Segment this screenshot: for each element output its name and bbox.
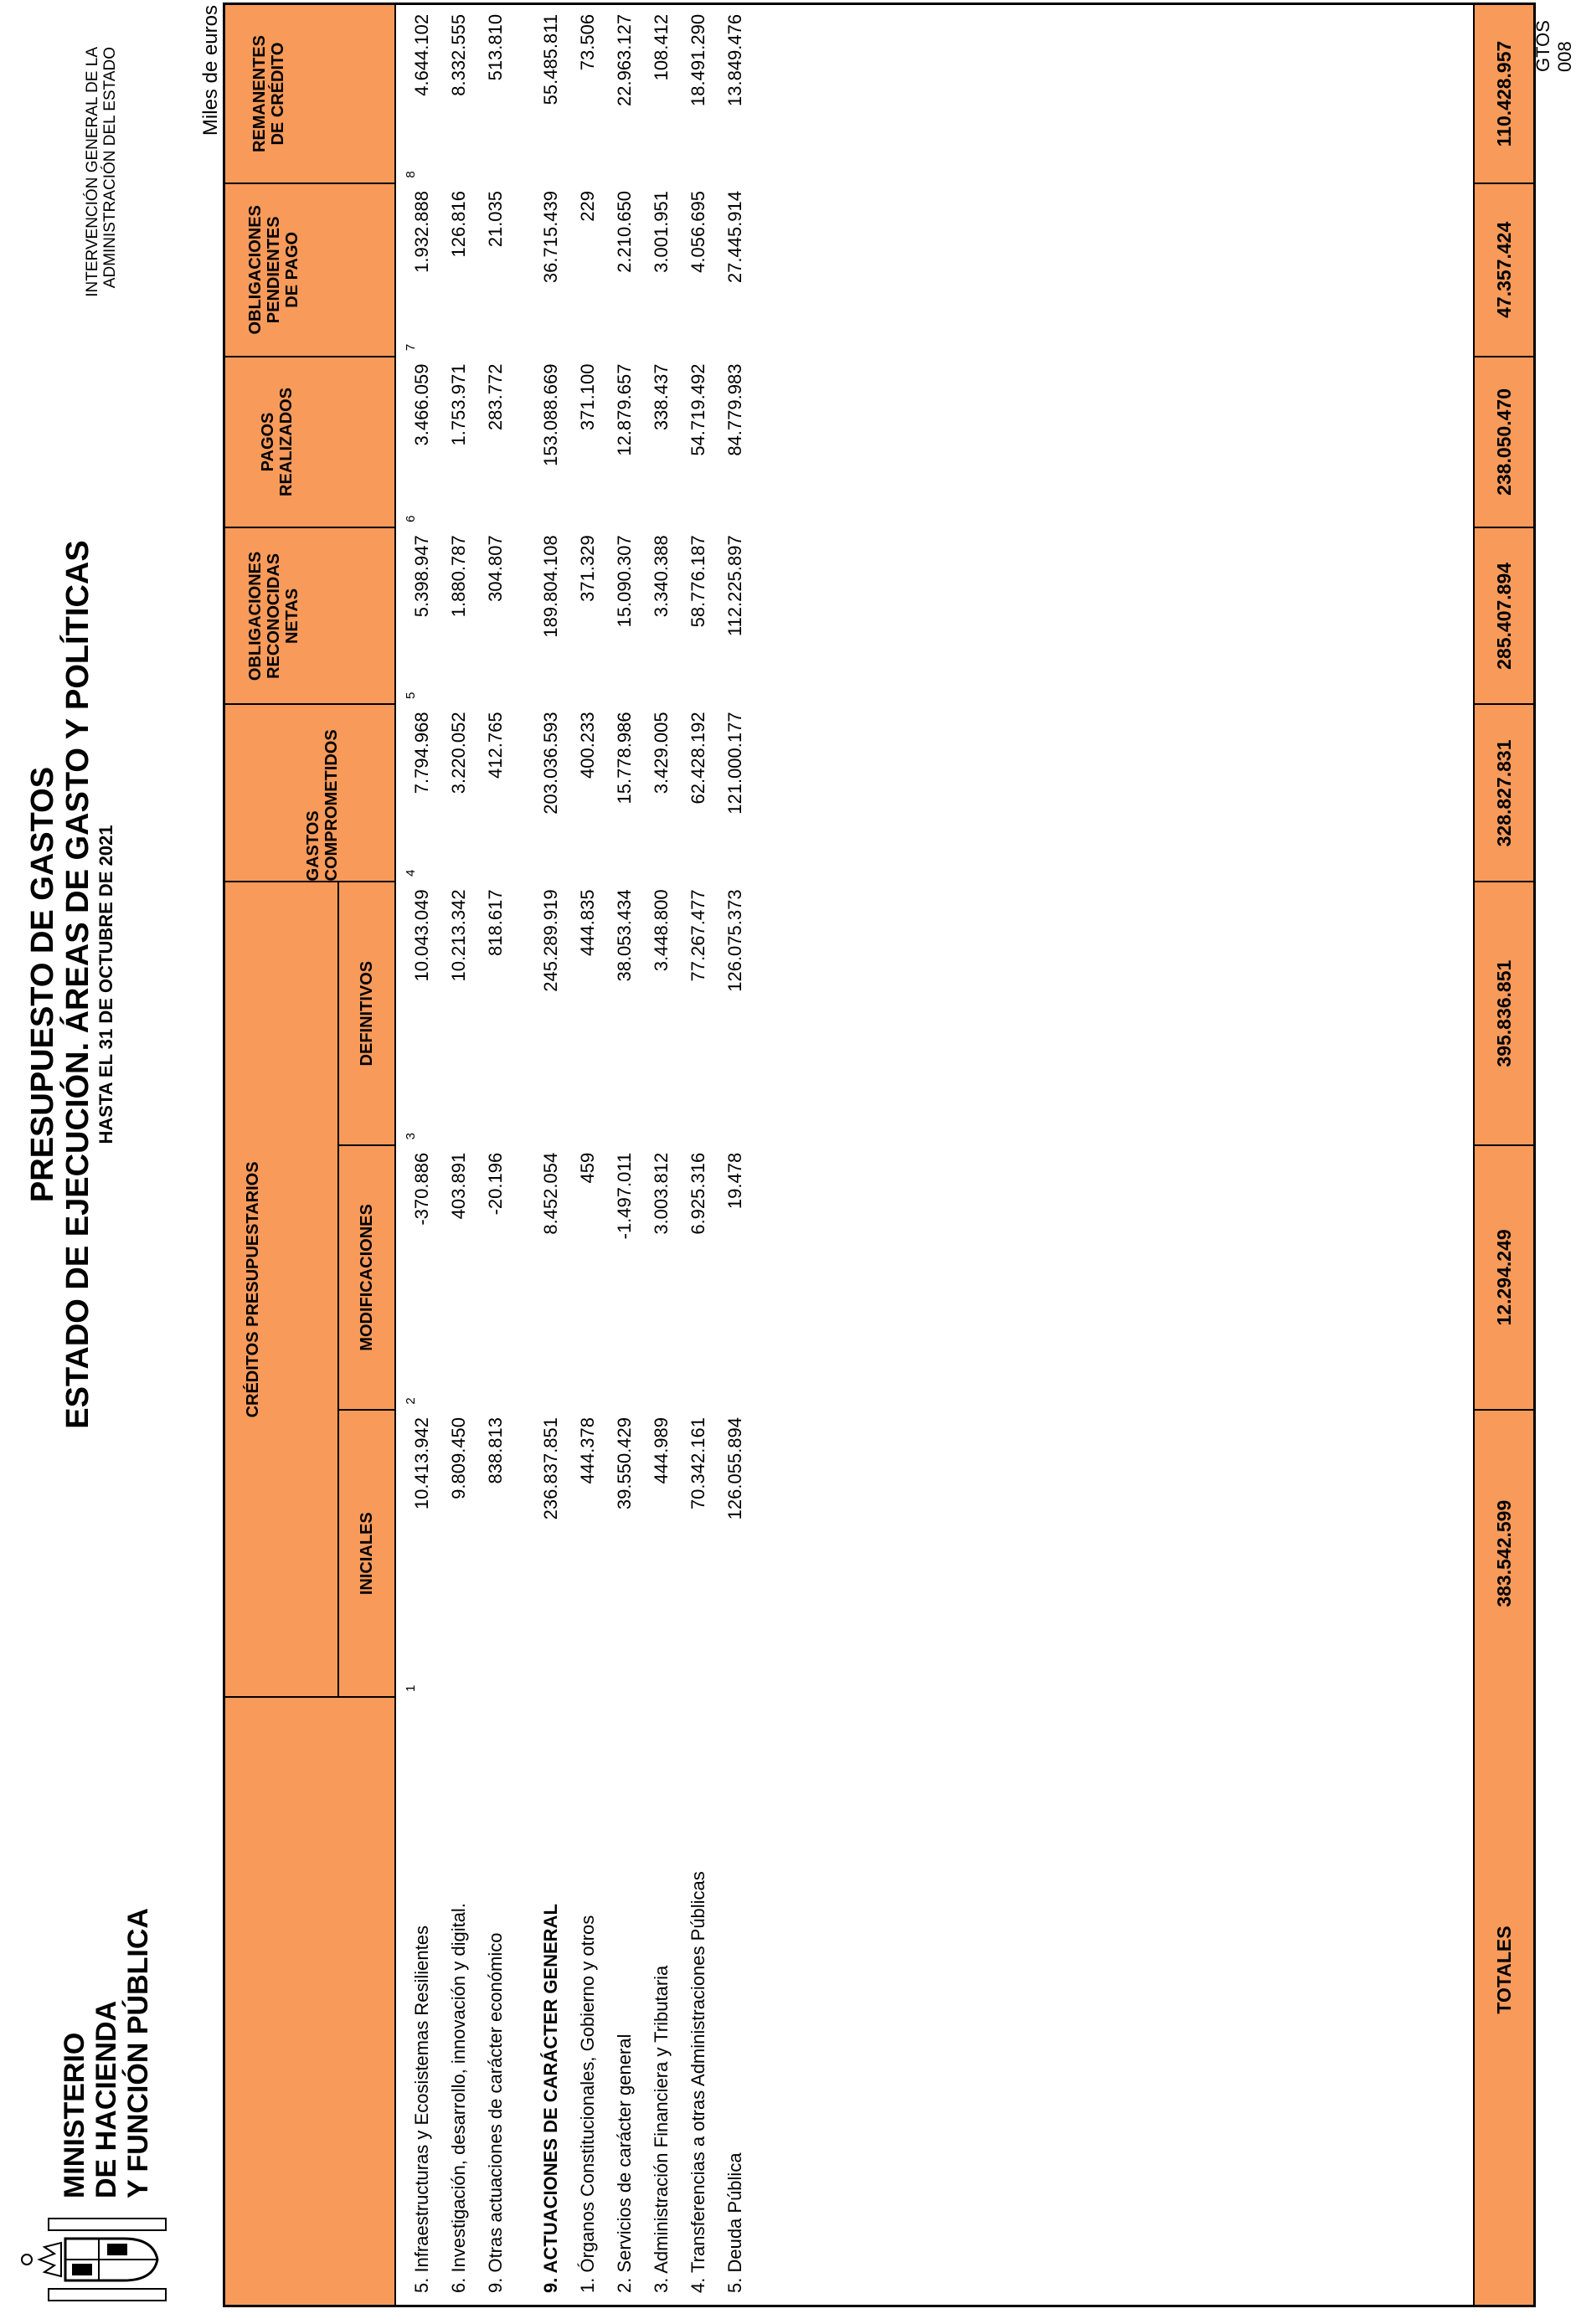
row-value-col-8: 55.485.811 [540, 13, 561, 105]
total-value: 238.050.470 [1492, 388, 1515, 496]
row-value-col-7: 1.932.888 [411, 190, 432, 273]
page-title: PRESUPUESTO DE GASTOS [25, 766, 60, 1203]
row-value-col-8: 513.810 [485, 13, 506, 81]
row-label: 6. Investigación, desarrollo, innovación y digital. [448, 1903, 469, 2293]
total-value: 12.294.249 [1492, 1229, 1515, 1326]
row-value-col-8: 13.849.476 [724, 13, 745, 106]
col-num-8: 8 [404, 171, 418, 178]
col-num-7: 7 [404, 343, 418, 352]
row-value-col-8: 22.963.127 [614, 13, 635, 106]
row-label: 4. Transferencias a otras Administraciones Públicas [688, 1871, 708, 2293]
col-5-label-3: NETAS [283, 588, 301, 645]
totals-label: TOTALES [1492, 1926, 1515, 2014]
row-value-col-6: 371.100 [577, 363, 598, 431]
row-value-col-2: 403.891 [448, 1152, 469, 1220]
total-value-col-7 [1475, 183, 1533, 356]
row-value-col-5: 3.340.388 [651, 535, 672, 618]
row-value-col-5: 1.880.787 [448, 535, 469, 618]
row-value-col-1: 39.550.429 [614, 1417, 635, 1510]
row-value-col-3: 444.835 [577, 889, 598, 956]
row-value-col-8: 8.332.555 [448, 13, 469, 96]
row-value-col-6: 12.879.657 [614, 363, 635, 456]
col-num-3: 3 [404, 1133, 418, 1140]
row-value-col-1: 838.813 [485, 1417, 506, 1484]
ministry-name [59, 1908, 154, 2198]
col-7-label-2: PENDIENTES [265, 216, 283, 324]
row-value-col-4: 121.000.177 [724, 712, 745, 815]
total-value-col-2 [1475, 1144, 1533, 1409]
row-value-col-3: 126.075.373 [724, 889, 745, 992]
agency-line-2: ADMINISTRACIÓN DEL ESTADO [101, 47, 119, 289]
row-value-col-5: 304.807 [485, 535, 506, 602]
col-num-2: 2 [404, 1397, 418, 1405]
col-5-label-1: OBLIGACIONES [246, 551, 265, 681]
row-value-col-6: 338.437 [651, 363, 672, 431]
row-value-col-4: 3.220.052 [448, 712, 469, 794]
agency-line-1: INTERVENCIÓN GENERAL DE LA [84, 47, 101, 297]
row-value-col-2: 3.003.812 [651, 1152, 672, 1235]
page-subtitle: ESTADO DE EJECUCIÓN. ÁREAS DE GASTO Y POLÍTICAS [60, 540, 95, 1429]
total-value-col-4 [1475, 703, 1533, 881]
row-value-col-7: 21.035 [485, 190, 506, 248]
header-col-2 [337, 1144, 394, 1409]
group-header-label: CRÉDITOS PRESUPUESTARIOS [244, 1161, 262, 1418]
row-value-col-5: 58.776.187 [688, 535, 708, 628]
row-value-col-6: 3.466.059 [411, 363, 432, 446]
row-value-col-5: 189.804.108 [540, 535, 561, 638]
col-1-label: INICIALES [357, 1512, 376, 1596]
row-value-col-1: 444.989 [651, 1417, 672, 1484]
total-value-col-8 [1475, 5, 1533, 183]
row-label: 1. Órganos Constitucionales, Gobierno y otros [577, 1915, 598, 2293]
col-6-label-2: REALIZADOS [277, 387, 296, 496]
col-4-label-1: GASTOS [304, 810, 322, 882]
row-value-col-1: 70.342.161 [688, 1417, 708, 1510]
row-value-col-4: 15.778.986 [614, 712, 635, 805]
header-bottom-rule [394, 5, 396, 2305]
total-value-col-1 [1475, 1409, 1533, 1696]
row-value-col-3: 10.043.049 [411, 889, 432, 982]
row-value-col-2: -20.196 [485, 1152, 506, 1216]
col-8-label-1: REMANENTES [250, 35, 269, 153]
row-value-col-8: 18.491.290 [688, 13, 708, 106]
row-value-col-3: 77.267.477 [688, 889, 708, 982]
row-value-col-5: 112.225.897 [724, 535, 745, 637]
row-label: 9. ACTUACIONES DE CARÁCTER GENERAL [540, 1904, 561, 2293]
row-value-col-2: -1.497.011 [614, 1152, 635, 1240]
ministry-line-2: DE HACIENDA [90, 2000, 122, 2198]
row-value-col-4: 400.233 [577, 712, 598, 779]
ministry-line-1: MINISTERIO [59, 2032, 90, 2198]
row-value-col-5: 5.398.947 [411, 535, 432, 618]
row-value-col-8: 108.412 [651, 13, 672, 81]
row-value-col-4: 412.765 [485, 712, 506, 779]
totals-label-cell [1475, 1633, 1533, 2305]
row-value-col-3: 38.053.434 [614, 889, 635, 982]
row-value-col-2: 8.452.054 [540, 1152, 561, 1235]
row-value-col-7: 2.210.650 [614, 190, 635, 273]
row-value-col-1: 444.378 [577, 1417, 598, 1484]
row-value-col-6: 84.779.983 [724, 363, 745, 456]
row-value-col-5: 371.329 [577, 535, 598, 602]
header-col-1 [337, 1409, 394, 1696]
row-value-col-2: 6.925.316 [688, 1152, 708, 1235]
col-6-label-1: PAGOS [259, 412, 277, 472]
row-value-col-6: 283.772 [485, 363, 506, 431]
row-value-col-8: 4.644.102 [411, 13, 432, 96]
col-num-4: 4 [404, 869, 418, 877]
row-value-col-5: 15.090.307 [614, 535, 635, 628]
row-label: 9. Otras actuaciones de carácter económico [485, 1932, 506, 2293]
row-value-col-8: 73.506 [577, 13, 598, 71]
row-value-col-1: 9.809.450 [448, 1417, 469, 1499]
row-value-col-7: 3.001.951 [651, 190, 672, 273]
total-value: 328.827.831 [1492, 739, 1515, 847]
row-value-col-3: 818.617 [485, 889, 506, 956]
col-7-label-1: OBLIGACIONES [246, 205, 265, 335]
row-value-col-2: 19.478 [724, 1152, 745, 1210]
header-label-column [225, 1696, 394, 2305]
row-value-col-1: 126.055.894 [724, 1417, 745, 1520]
header-col-4 [225, 703, 394, 881]
col-3-label: DEFINITIVOS [357, 960, 376, 1067]
coat-of-arms-logo [15, 2213, 183, 2306]
row-value-col-7: 126.816 [448, 190, 469, 258]
header-col-6 [225, 356, 394, 527]
row-value-col-7: 27.445.914 [724, 190, 745, 284]
col-7-label-3: DE PAGO [283, 231, 301, 308]
row-value-col-3: 10.213.342 [448, 889, 469, 982]
row-value-col-4: 7.794.968 [411, 712, 432, 794]
agency-name [84, 47, 119, 398]
col-num-6: 6 [404, 515, 418, 522]
row-value-col-2: 459 [577, 1152, 598, 1184]
total-value: 395.836.851 [1492, 959, 1515, 1067]
footer-code: GTOS 008 [1532, 20, 1575, 72]
total-value: 110.428.957 [1492, 40, 1515, 147]
total-value-col-5 [1475, 527, 1533, 703]
title-block [25, 398, 117, 1571]
row-value-col-3: 245.289.919 [540, 889, 561, 992]
units-label: Miles de euros [199, 5, 222, 136]
total-value: 383.542.599 [1492, 1499, 1515, 1607]
col-5-label-2: RECONOCIDAS [265, 553, 283, 679]
row-label: 2. Servicios de carácter general [614, 2034, 635, 2293]
header-col-5 [225, 527, 394, 703]
total-value: 47.357.424 [1492, 221, 1515, 318]
row-value-col-2: -370.886 [411, 1152, 432, 1226]
row-value-col-7: 36.715.439 [540, 190, 561, 284]
row-value-col-3: 3.448.800 [651, 889, 672, 972]
row-label: 5. Infraestructuras y Ecosistemas Resilientes [411, 1926, 432, 2293]
header-col-3 [337, 881, 394, 1144]
total-value-col-6 [1475, 356, 1533, 527]
ministry-line-3: Y FUNCIÓN PÚBLICA [122, 1908, 154, 2198]
col-4-label-2: COMPROMETIDOS [322, 729, 341, 882]
row-label: 3. Administración Financiera y Tributaria [651, 1965, 672, 2293]
row-value-col-4: 62.428.192 [688, 712, 708, 805]
row-value-col-1: 236.837.851 [540, 1417, 561, 1520]
row-value-col-7: 4.056.695 [688, 190, 708, 273]
row-value-col-1: 10.413.942 [411, 1417, 432, 1510]
row-value-col-6: 54.719.492 [688, 363, 708, 456]
col-num-1: 1 [404, 1684, 418, 1692]
row-value-col-4: 203.036.593 [540, 712, 561, 815]
total-value: 285.407.894 [1492, 562, 1515, 670]
row-value-col-6: 153.088.669 [540, 363, 561, 466]
row-label: 5. Deuda Pública [724, 2152, 745, 2293]
report-date: HASTA EL 31 DE OCTUBRE DE 2021 [95, 825, 116, 1144]
header-col-8 [225, 5, 394, 183]
header-col-7 [225, 183, 394, 356]
row-value-col-6: 1.753.971 [448, 363, 469, 446]
row-value-col-4: 3.429.005 [651, 712, 672, 794]
col-8-label-2: DE CRÉDITO [269, 42, 287, 146]
row-value-col-7: 229 [577, 190, 598, 222]
budget-table [223, 3, 1536, 2307]
col-2-label: MODIFICACIONES [357, 1204, 376, 1351]
total-value-col-3 [1475, 881, 1533, 1144]
col-num-5: 5 [404, 692, 418, 699]
